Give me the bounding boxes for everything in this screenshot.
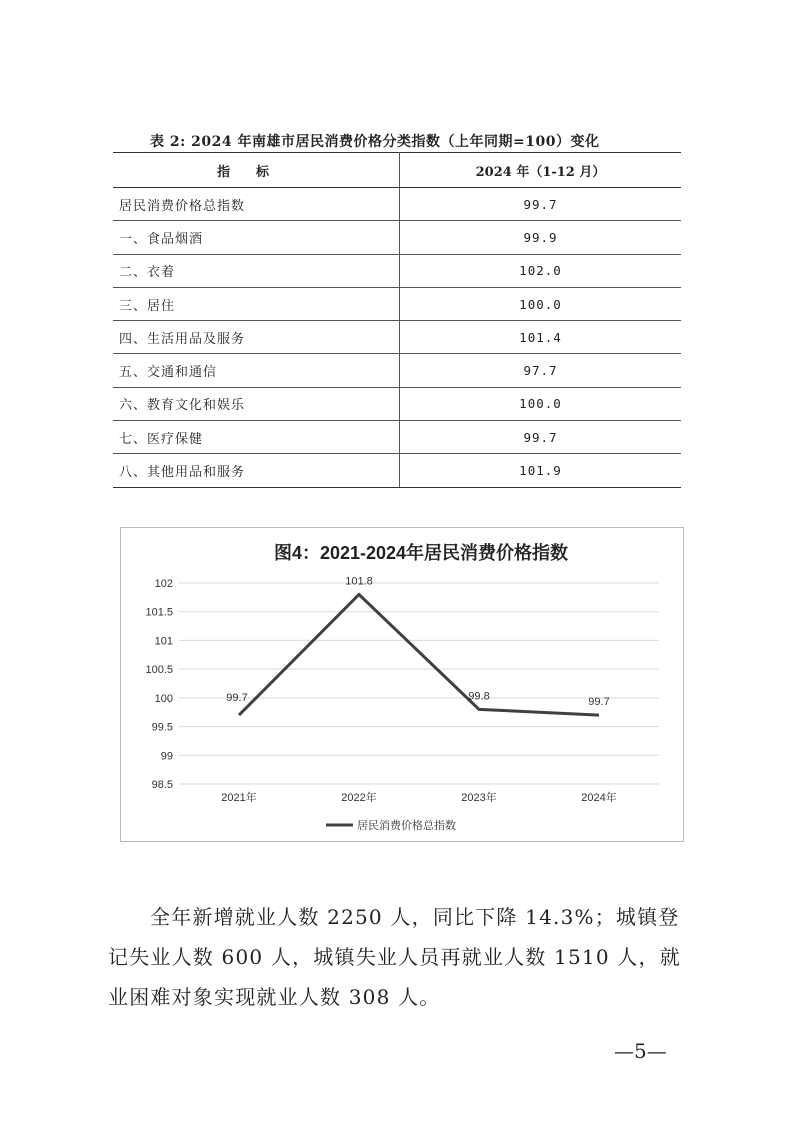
y-tick-labels: [145, 578, 173, 791]
y-tick-label: 98.5: [151, 779, 173, 791]
chart-title: 图4：2021-2024年居民消费价格指数: [273, 543, 569, 563]
table-row: [113, 354, 681, 387]
cpi-line-chart: [120, 527, 684, 842]
row-value: 97.7: [400, 354, 682, 387]
page-number: —5—: [614, 1039, 667, 1063]
row-value: 100.0: [400, 287, 682, 320]
table-row: [113, 221, 681, 254]
row-value: 101.4: [400, 321, 682, 354]
data-label: 99.7: [226, 692, 248, 705]
row-label: 四、生活用品及服务: [113, 321, 400, 354]
row-label: 二、衣着: [113, 254, 400, 287]
row-value: 99.7: [400, 188, 682, 221]
data-label: 101.8: [345, 575, 373, 588]
x-tick-label: 2023年: [461, 792, 497, 804]
x-tick-labels: [221, 790, 616, 804]
y-tick-label: 99: [160, 750, 173, 763]
table-header-indicator: 指标: [113, 153, 400, 188]
row-value: 99.7: [400, 421, 682, 454]
data-label: 99.8: [468, 690, 490, 703]
grid-lines: [179, 583, 659, 784]
y-tick-label: 100: [154, 692, 173, 705]
y-tick-label: 100.5: [145, 664, 173, 677]
row-value: 101.9: [400, 454, 682, 487]
table-row: [113, 454, 681, 487]
series-line-path: [239, 594, 599, 715]
table-row: [113, 254, 681, 287]
row-value: 100.0: [400, 387, 682, 420]
chart-svg: [121, 528, 685, 843]
table-row: [113, 421, 681, 454]
row-label: 八、其他用品和服务: [113, 454, 400, 487]
series-line: [239, 594, 599, 715]
table-row: [113, 321, 681, 354]
legend-label: 居民消费价格总指数: [357, 820, 456, 832]
row-label: 三、居住: [113, 287, 400, 320]
table-row: [113, 287, 681, 320]
y-tick-label: 101: [154, 635, 173, 648]
y-tick-label: 99.5: [151, 721, 173, 734]
row-label: 居民消费价格总指数: [113, 188, 400, 221]
y-tick-label: 101.5: [145, 606, 173, 619]
data-labels: [226, 575, 609, 708]
row-label: 一、食品烟酒: [113, 221, 400, 254]
row-label: 七、医疗保健: [113, 421, 400, 454]
row-value: 102.0: [400, 254, 682, 287]
data-label: 99.7: [588, 696, 610, 709]
row-label: 六、教育文化和娱乐: [113, 387, 400, 420]
x-tick-label: 2022年: [341, 792, 377, 804]
table-row: [113, 188, 681, 221]
table-row: [113, 387, 681, 420]
row-label: 五、交通和通信: [113, 354, 400, 387]
x-tick-label: 2024年: [581, 792, 617, 804]
cpi-category-table: [113, 152, 681, 488]
employment-paragraph: 全年新增就业人数 2250 人，同比下降 14.3%；城镇登记失业人数 600 人，城镇失业人员再就业人数 1510 人，就业困难对象实现就业人数 308 人。: [108, 905, 681, 1009]
y-tick-label: 102: [154, 578, 173, 590]
x-tick-label: 2021年: [221, 792, 257, 804]
table-title: 表 2: 2024 年南雄市居民消费价格分类指数（上年同期=100）变化: [150, 134, 600, 150]
table-header-period: 2024 年（1-12 月）: [400, 153, 682, 188]
row-value: 99.9: [400, 221, 682, 254]
legend: [326, 818, 456, 832]
